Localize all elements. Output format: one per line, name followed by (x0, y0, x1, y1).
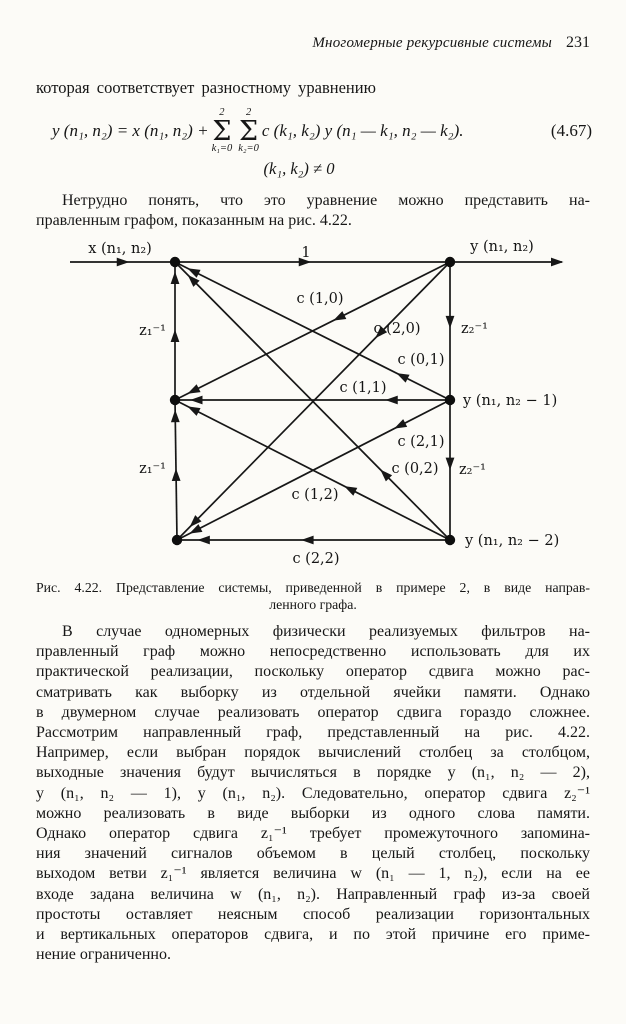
text-line: Рассмотрим направленный граф, представленный на рис. 4.22. (36, 724, 590, 742)
equation-condition: (k₁, k₂) ≠ 0 (263, 158, 335, 178)
graph-node (170, 395, 180, 405)
arrowhead (171, 330, 180, 343)
arrowhead (342, 482, 357, 496)
sum-upper-limit: 2 (245, 107, 252, 118)
sum-operator-k1 (212, 108, 233, 155)
text-line: входе задана величина w (n₁, n₂). Направленный граф из-за своей (36, 885, 590, 903)
book-page (0, 34, 626, 1024)
figure-caption-line: Рис. 4.22. Представление системы, приведенной в примере 2, в виде направ- (36, 580, 590, 596)
graph-label: y (n₁, n₂ − 2) (465, 533, 560, 550)
graph-label: z₁⁻¹ (139, 461, 166, 478)
intro-line: которая соответствует разностному уравнению (36, 78, 376, 97)
graph-label: c (1,2) (291, 487, 339, 504)
text-line: и вертикальных операторов сдвига, и по этой причине его приме- (36, 926, 590, 944)
arrowhead (172, 468, 181, 481)
sigma-symbol: Σ (212, 115, 232, 147)
arrowhead (446, 458, 455, 471)
figure-caption (0, 579, 626, 613)
text-line: выходом ветви z₁⁻¹ является величина w (n₁ — 1, n₂), если на ее (36, 865, 590, 883)
figure-caption-line: ленного графа. (269, 597, 357, 613)
arrowhead (331, 311, 346, 324)
graph-node (445, 535, 455, 545)
paragraph-1 (0, 191, 626, 231)
text-line: можно реализовать в виде выборки из одного слова памяти. (36, 804, 590, 822)
graph-label: c (2,1) (397, 434, 445, 451)
arrowhead (446, 316, 455, 329)
text-line: y (n₁, n₂ — 1), y (n₁, n₂). Следовательно, оператор сдвига z₂⁻¹ (36, 784, 590, 802)
arrowhead (171, 410, 180, 423)
running-header-title: Многомерные рекурсивные системы (312, 35, 552, 51)
sum-operator-k2 (238, 108, 259, 155)
text-line: ния значений сигналов объемом в целый столбец, поскольку (36, 845, 590, 863)
sum-lower-limit: k₂=0 (238, 143, 259, 155)
text-line: правленный граф можно непосредственно использовать для их (36, 643, 590, 661)
text-line: выходные значения будут вычисляться в порядке y (n₁, n₂ — 2), (36, 764, 590, 782)
text-line: Однако оператор сдвига z₁⁻¹ требует промежуточного запомина- (36, 825, 590, 843)
graph-label: c (0,2) (391, 461, 439, 478)
text-line: простоты оставляет неясным способ реализации горизонтальных (36, 905, 590, 923)
graph-label: x (n₁, n₂) (88, 241, 152, 258)
text-line: в двумерном случае реализовать оператор сдвига гораздо сложнее. (36, 703, 590, 721)
paragraph-2 (0, 622, 626, 965)
arrowhead (197, 536, 210, 545)
graph-label: c (2,2) (292, 551, 340, 568)
arrowhead (394, 369, 409, 382)
arrowhead (392, 419, 407, 433)
equation-4-67 (0, 108, 626, 155)
text-line: Нетрудно понять, что это уравнение можно представить на- (62, 191, 590, 209)
text-line: нение ограниченно. (36, 946, 171, 964)
graph-node (172, 535, 182, 545)
running-header (0, 34, 626, 52)
text-line: правленным графом, показанным на рис. 4.22. (36, 211, 352, 229)
sum-lower-limit: k₁=0 (211, 143, 233, 155)
sum-upper-limit: 2 (219, 107, 225, 118)
figure-4-22 (0, 233, 626, 613)
arrowhead (385, 396, 398, 405)
arrowhead (117, 258, 130, 267)
graph-label: c (1,0) (296, 291, 344, 308)
graph-label: y (n₁, n₂) (470, 239, 534, 256)
graph-label: y (n₁, n₂ − 1) (463, 393, 558, 410)
graph-node (170, 257, 180, 267)
page-number: 231 (566, 34, 590, 51)
arrowhead (301, 536, 314, 545)
graph-label: c (0,1) (397, 352, 445, 369)
graph-label: c (2,0) (373, 321, 421, 338)
equation-rhs: c (k₁, k₂) y (n₁ — k₁, n₂ — k₂). (261, 121, 464, 141)
graph-label: c (1,1) (339, 380, 387, 397)
graph-label: z₂⁻¹ (461, 321, 488, 338)
sigma-symbol: Σ (239, 115, 259, 147)
graph-node (445, 395, 455, 405)
arrowhead (185, 384, 200, 397)
graph-label: z₁⁻¹ (139, 323, 166, 340)
graph-node (445, 257, 455, 267)
text-line: В случае одномерных физически реализуемых фильтров на- (62, 623, 590, 641)
arrowhead (185, 402, 200, 416)
equation-lhs: y (n₁, n₂) = x (n₁, n₂) + (52, 121, 209, 141)
arrowhead (171, 272, 180, 285)
arrowhead (551, 258, 564, 267)
text-line: Например, если выбран порядок вычислений столбец за столбцом, (36, 744, 590, 762)
text-line: сматривать как выборку из отдельной ячейки памяти. Однако (36, 683, 590, 701)
flow-graph-diagram (0, 233, 626, 573)
arrowhead (190, 396, 203, 405)
graph-label: 1 (301, 245, 311, 262)
text-line: практической реализации, поскольку оператор сдвига можно рас- (36, 663, 590, 681)
equation-number: (4.67) (550, 121, 592, 141)
graph-label: z₂⁻¹ (459, 462, 486, 479)
